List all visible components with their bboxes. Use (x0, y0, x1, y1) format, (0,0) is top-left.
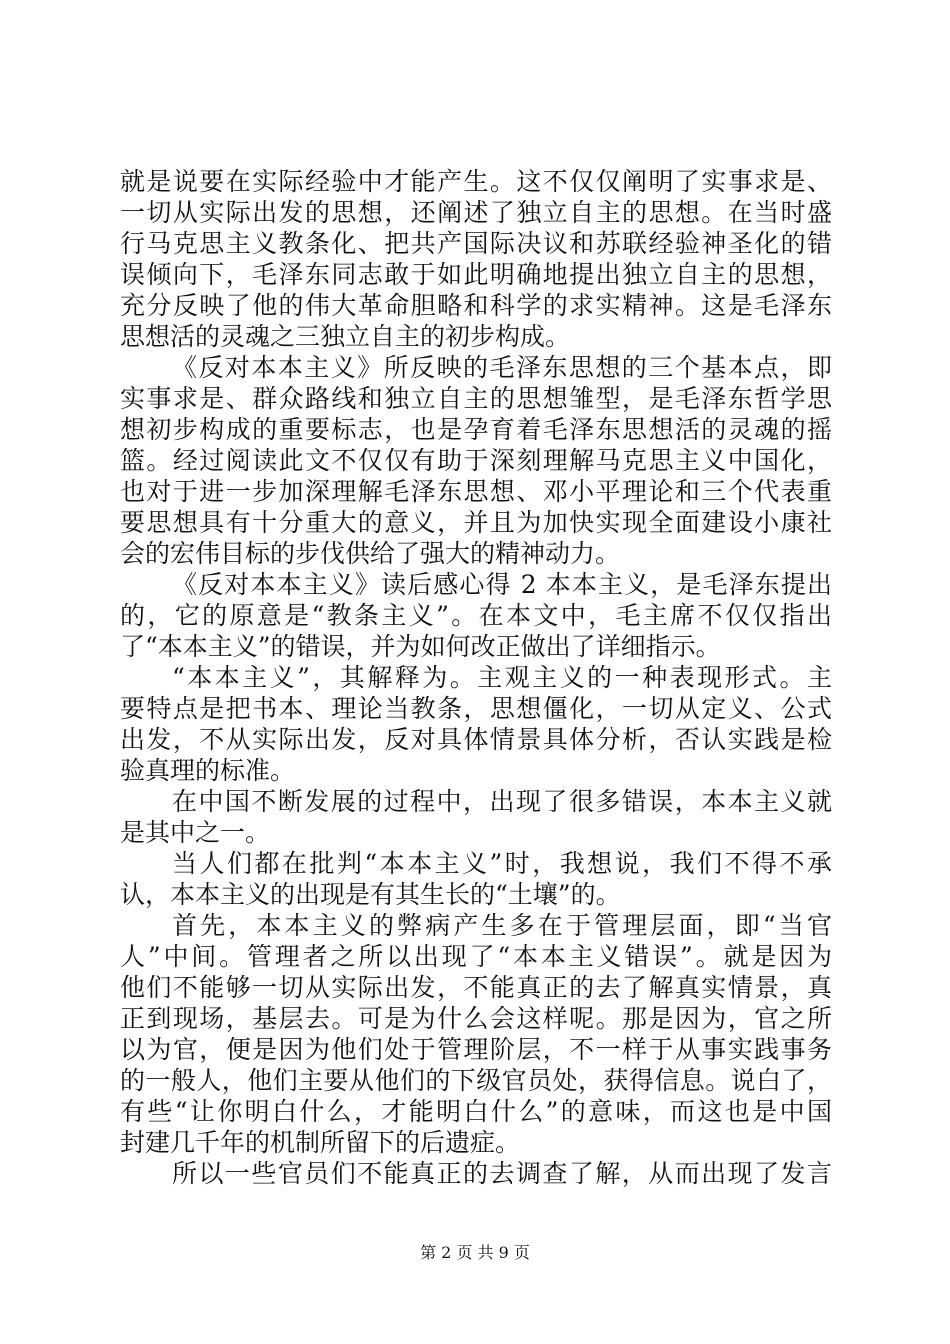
text-line: 在中国不断发展的过程中，出现了很多错误，本本主义就 (172, 787, 832, 816)
text-line: 以为官，便是因为他们处于管理阶层，不一样于从事实践事务 (120, 1035, 832, 1064)
text-line: 首先，本本主义的弊病产生多在于管理层面，即“当官 (172, 911, 832, 940)
text-line: 了“本本主义”的错误，并为如何改正做出了详细指示。 (120, 632, 721, 661)
text-line: 想初步构成的重要标志，也是孕育着毛泽东思想活的灵魂的摇 (120, 415, 832, 444)
text-line: 行马克思主义教条化、把共产国际决议和苏联经验神圣化的错 (120, 229, 832, 258)
text-line: 的一般人，他们主要从他们的下级官员处，获得信息。说白了， (120, 1066, 832, 1095)
text-line: 就是说要在实际经验中才能产生。这不仅仅阐明了实事求是、 (120, 167, 832, 196)
text-line: 的，它的原意是“教条主义”。在本文中，毛主席不仅仅指出 (120, 601, 832, 630)
text-line: 封建几千年的机制所留下的后遗症。 (120, 1128, 521, 1157)
text-line: 误倾向下，毛泽东同志敢于如此明确地提出独立自主的思想， (120, 260, 832, 289)
text-line: 思想活的灵魂之三独立自主的初步构成。 (120, 322, 571, 351)
text-line: 要特点是把书本、理论当教条，思想僵化，一切从定义、公式 (120, 694, 832, 723)
text-line: 《反对本本主义》读后感心得 2 本本主义，是毛泽东提出 (172, 570, 832, 599)
text-line: 所以一些官员们不能真正的去调查了解，从而出现了发言 (172, 1159, 832, 1188)
text-line: 《反对本本主义》所反映的毛泽东思想的三个基本点，即 (172, 353, 832, 382)
text-line: 出发，不从实际出发，反对具体情景具体分析，否认实践是检 (120, 725, 832, 754)
page-footer: 第 2 页 共 9 页 (420, 1243, 530, 1262)
text-line: 当人们都在批判“本本主义”时，我想说，我们不得不承 (172, 849, 832, 878)
text-line: 有些“让你明白什么，才能明白什么”的意味，而这也是中国 (120, 1097, 832, 1126)
text-line: 会的宏伟目标的步伐供给了强大的精神动力。 (120, 539, 621, 568)
text-line: “本本主义”，其解释为。主观主义的一种表现形式。主 (172, 663, 832, 692)
text-line: 一切从实际出发的思想，还阐述了独立自主的思想。在当时盛 (120, 198, 832, 227)
text-line: 是其中之一。 (120, 818, 271, 847)
text-line: 正到现场，基层去。可是为什么会这样呢。那是因为，官之所 (120, 1004, 832, 1033)
text-line: 验真理的标准。 (120, 756, 296, 785)
text-line: 充分反映了他的伟大革命胆略和科学的求实精神。这是毛泽东 (120, 291, 832, 320)
text-line: 也对于进一步加深理解毛泽东思想、邓小平理论和三个代表重 (120, 477, 832, 506)
document-body (120, 166, 832, 1189)
text-line: 人”中间。管理者之所以出现了“本本主义错误”。就是因为 (120, 942, 832, 971)
text-line: 实事求是、群众路线和独立自主的思想雏型，是毛泽东哲学思 (120, 384, 832, 413)
text-line: 要思想具有十分重大的意义，并且为加快实现全面建设小康社 (120, 508, 832, 537)
text-line: 认，本本主义的出现是有其生长的“土壤”的。 (120, 880, 621, 909)
text-line: 他们不能够一切从实际出发，不能真正的去了解真实情景，真 (120, 973, 832, 1002)
text-line: 篮。经过阅读此文不仅仅有助于深刻理解马克思主义中国化， (120, 446, 832, 475)
